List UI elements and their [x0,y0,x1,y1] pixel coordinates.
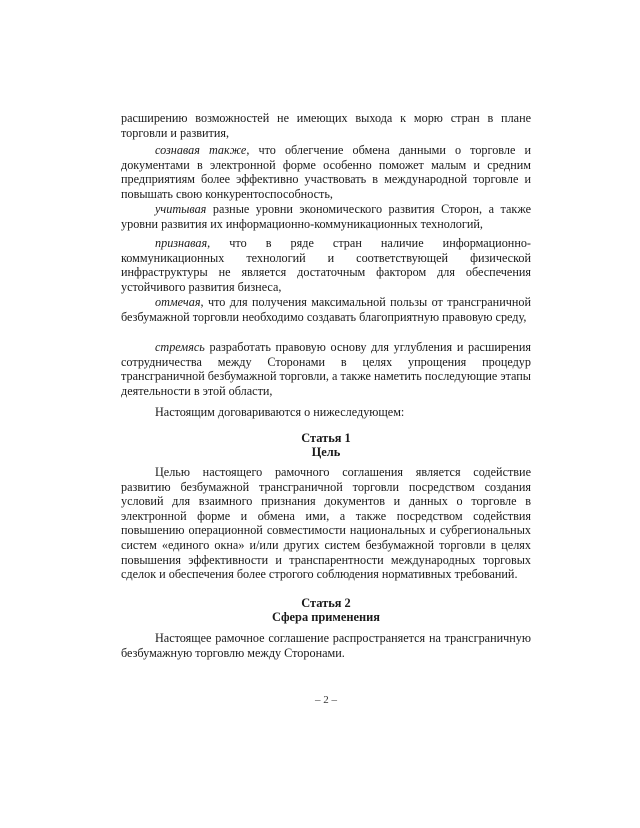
paragraph-lead: учитывая [155,202,207,216]
paragraph-text: , что для получения максимальной пользы от трансграничной безбумажной торговли необходимо создавать благоприятную правовую среду, [121,295,531,324]
paragraph-lead: признавая [155,236,208,250]
article-1-body [121,465,531,582]
preamble-paragraph-5 [121,295,531,324]
paragraph-text: , что облегчение обмена данными о торговле и документами в электронной форме особенно поможет малым и средним предприятиям более эффективно участвовать в международной торговле и повышать свою конкурентоспособность, [121,143,532,201]
preamble-paragraph-6 [121,340,531,398]
article-2-body [121,631,531,660]
paragraph-lead: сознавая также [155,143,247,157]
preamble-paragraph-2 [121,143,531,201]
article-2-title: Сфера применения [272,610,380,624]
article-1-title: Цель [311,445,341,459]
paragraph-text: разработать правовую основу для углубления и расширения сотрудничества между Сторонами в целях упрощения процедур трансграничной безбумажной торговли, а также наметить последующие этапы деятельности в этой области, [121,340,531,398]
article-1-text: Целью настоящего рамочного соглашения является содействие развитию безбумажной трансграничной торговли посредством создания условий для взаимного признания документов и данных о торговле в электронной форме и обмена ими, а также посредством содействия повышению операционной совместимости национальных и субрегиональных систем «единого окна» и/или других систем безбумажной торговли в целях повышения эффективности и транспарентности международных торговых сделок и обеспечения более строгого соблюдения нормативных требований. [121,465,531,582]
paragraph-lead: стремясь [155,340,205,354]
page-number: – 2 – [315,694,337,706]
paragraph-text: расширению возможностей не имеющих выхода к морю стран в плане торговли и развития, [121,111,531,140]
preamble-paragraph-7 [121,405,531,420]
article-1-number: Статья 1 [301,431,351,445]
paragraph-lead: отмечая [155,295,201,309]
paragraph-text: разные уровни экономического развития Сторон, а также уровни развития их информационно-коммуникационных технологий, [121,202,531,231]
article-2-text: Настоящее рамочное соглашение распространяется на трансграничную безбумажную торговлю между Сторонами. [121,631,531,660]
paragraph-text: Настоящим договариваются о нижеследующем: [155,405,405,419]
preamble-paragraph-3 [121,202,531,231]
preamble-paragraph-1 [121,111,531,140]
preamble-paragraph-4 [121,236,531,294]
article-2-number: Статья 2 [301,596,351,610]
paragraph-text: , что в ряде стран наличие информационно-коммуникационных технологий и соответствующей физической инфраструктуры не является достаточным фактором для обеспечения устойчивого развития бизнеса, [121,236,531,294]
